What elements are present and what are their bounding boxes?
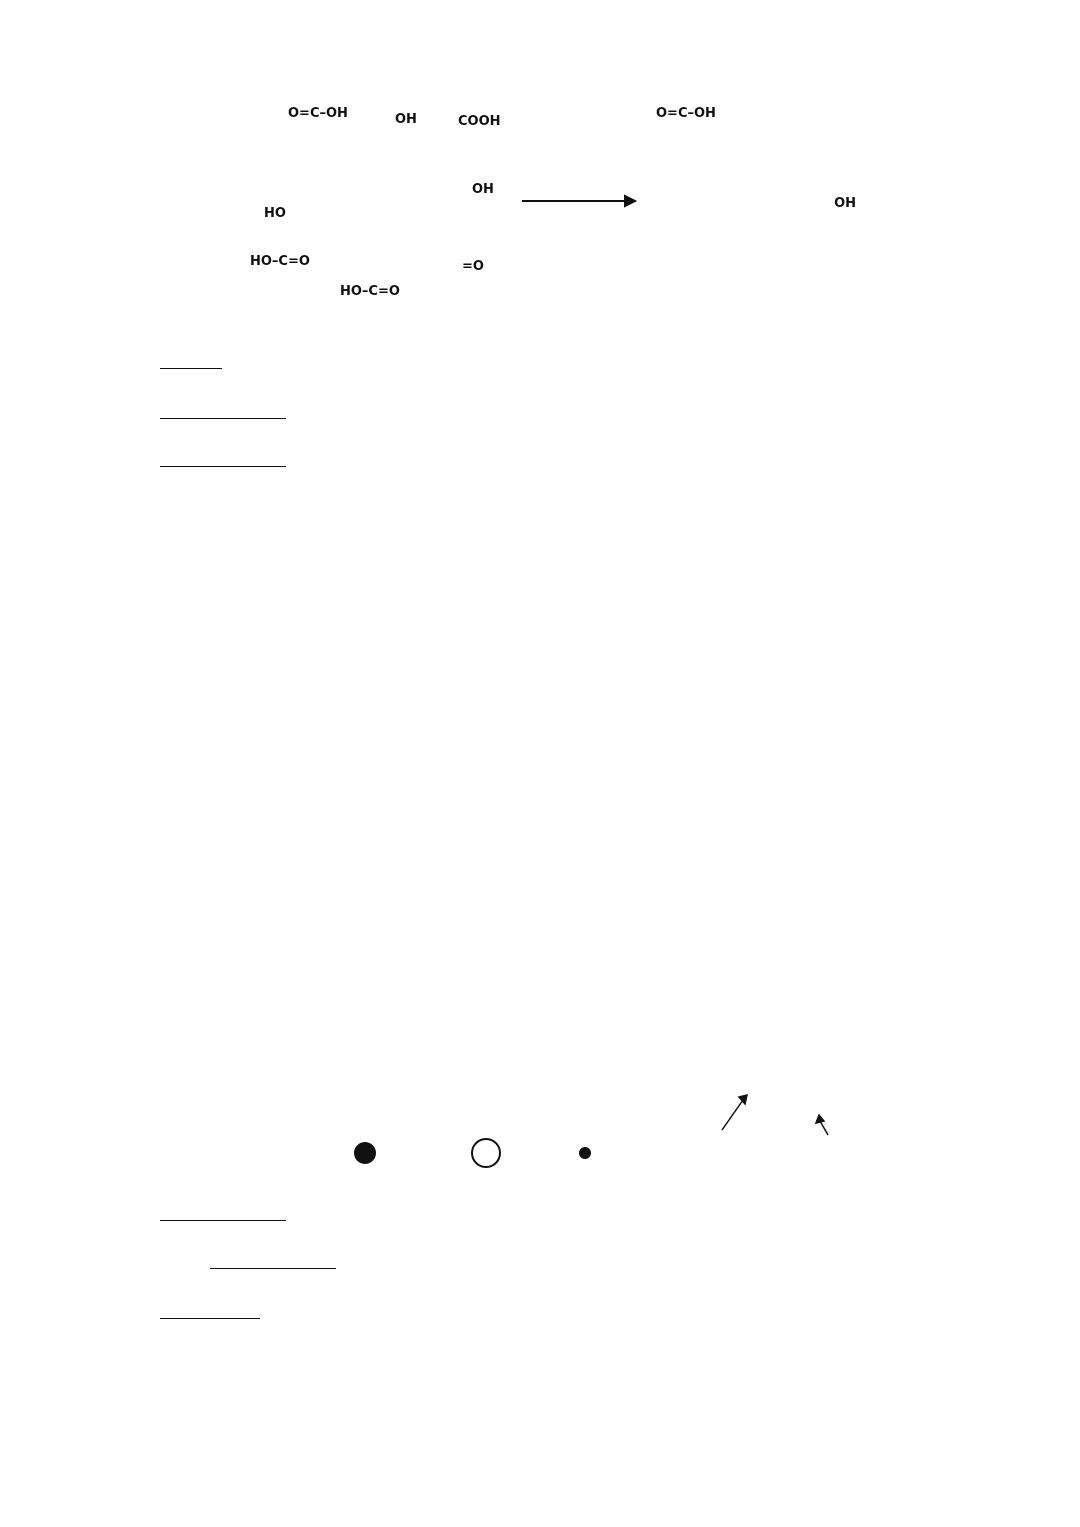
go-ho-label: HO [264,206,286,221]
q7-answer-blank[interactable] [160,440,286,467]
q6-answer-blank[interactable] [160,392,286,419]
legend-cl-symbol [472,1139,500,1167]
go-oh-label: OH [472,182,494,197]
q8-ratio-blank[interactable] [210,1242,336,1269]
question-8-line2 [210,1242,336,1277]
go-hooc-label: HO–C=O [340,284,400,299]
rgo-cooh-label: O=C–OH [656,106,716,121]
legend [354,1139,591,1167]
go-structure-figure [240,95,860,310]
crystal-structure-figure [290,825,850,1170]
legend-c-symbol [579,1147,591,1159]
side-view-arrows [722,1095,828,1135]
go-ketone-label: =O [462,259,484,274]
reduction-arrow [522,196,635,206]
q8-formula-blank[interactable] [160,1194,286,1221]
question-9 [160,1292,260,1327]
legend-ca-symbol [354,1142,376,1164]
go-oh-label: OH [395,112,417,127]
go-cooh-label: O=C–OH [288,106,348,121]
question-6 [160,392,286,427]
q5-answer-blank[interactable] [160,342,222,369]
q9-answer-blank[interactable] [160,1292,260,1319]
question-7 [160,440,286,475]
go-cooh-label: COOH [458,114,501,129]
go-hooc-label: HO–C=O [250,254,310,269]
question-8 [160,1194,286,1229]
question-5 [160,342,222,377]
rgo-oh-label: OH [834,196,856,211]
